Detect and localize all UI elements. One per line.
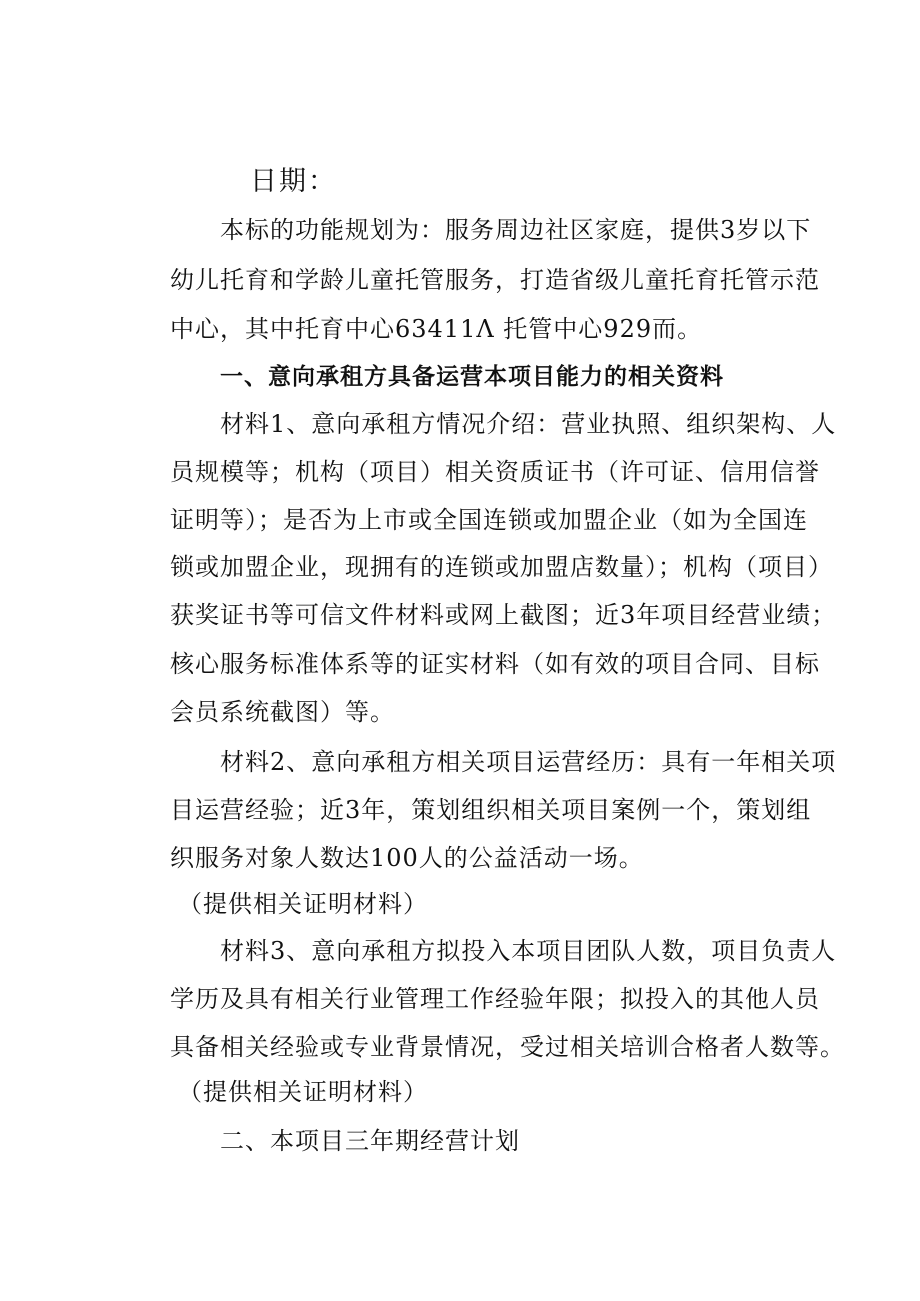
section2-heading: 二、本项目三年期经营计划 [220,1127,520,1155]
material2-line-2: 目运营经验；近3年，策划组织相关项目案例一个，策划组 [170,796,812,824]
material3-line-2: 学历及具有相关行业管理工作经验年限；拟投入的其他人员 [170,985,820,1013]
material2-line-1: 材料2、意向承租方相关项目运营经历：具有一年相关项 [220,748,837,776]
note-1: （提供相关证明材料） [178,890,428,918]
material1-line-3: 证明等）；是否为上市或全国连锁或加盟企业（如为全国连 [170,506,808,534]
material1-line-1: 材料1、意向承租方情况介绍：营业执照、组织架构、人 [220,410,837,438]
note-2: （提供相关证明材料） [178,1078,428,1106]
intro-line-2: 幼儿托育和学龄儿童托管服务，打造省级儿童托育托管示范 [170,266,820,294]
material1-line-5: 获奖证书等可信文件材料或网上截图；近3年项目经营业绩； [170,601,837,629]
material1-line-6: 核心服务标准体系等的证实材料（如有效的项目合同、目标 [170,650,820,678]
intro-line-3: 中心，其中托育中心63411Λ 托管中心929而。 [170,315,703,343]
intro-line-1: 本标的功能规划为：服务周边社区家庭，提供3岁以下 [220,216,812,244]
date-label: 日期： [250,166,337,197]
material3-line-1: 材料3、意向承租方拟投入本项目团队人数，项目负责人 [220,937,837,965]
material1-line-4: 锁或加盟企业，现拥有的连锁或加盟店数量）；机构（项目） [170,553,833,581]
material3-line-3: 具备相关经验或专业背景情况，受过相关培训合格者人数等。 [170,1033,845,1061]
material1-line-2: 员规模等；机构（项目）相关资质证书（许可证、信用信誉 [170,458,820,486]
section1-heading: 一、意向承租方具备运营本项目能力的相关资料 [220,364,724,390]
material1-line-7: 会员系统截图）等。 [170,698,395,726]
material2-line-3: 织服务对象人数达100人的公益活动一场。 [170,844,644,872]
